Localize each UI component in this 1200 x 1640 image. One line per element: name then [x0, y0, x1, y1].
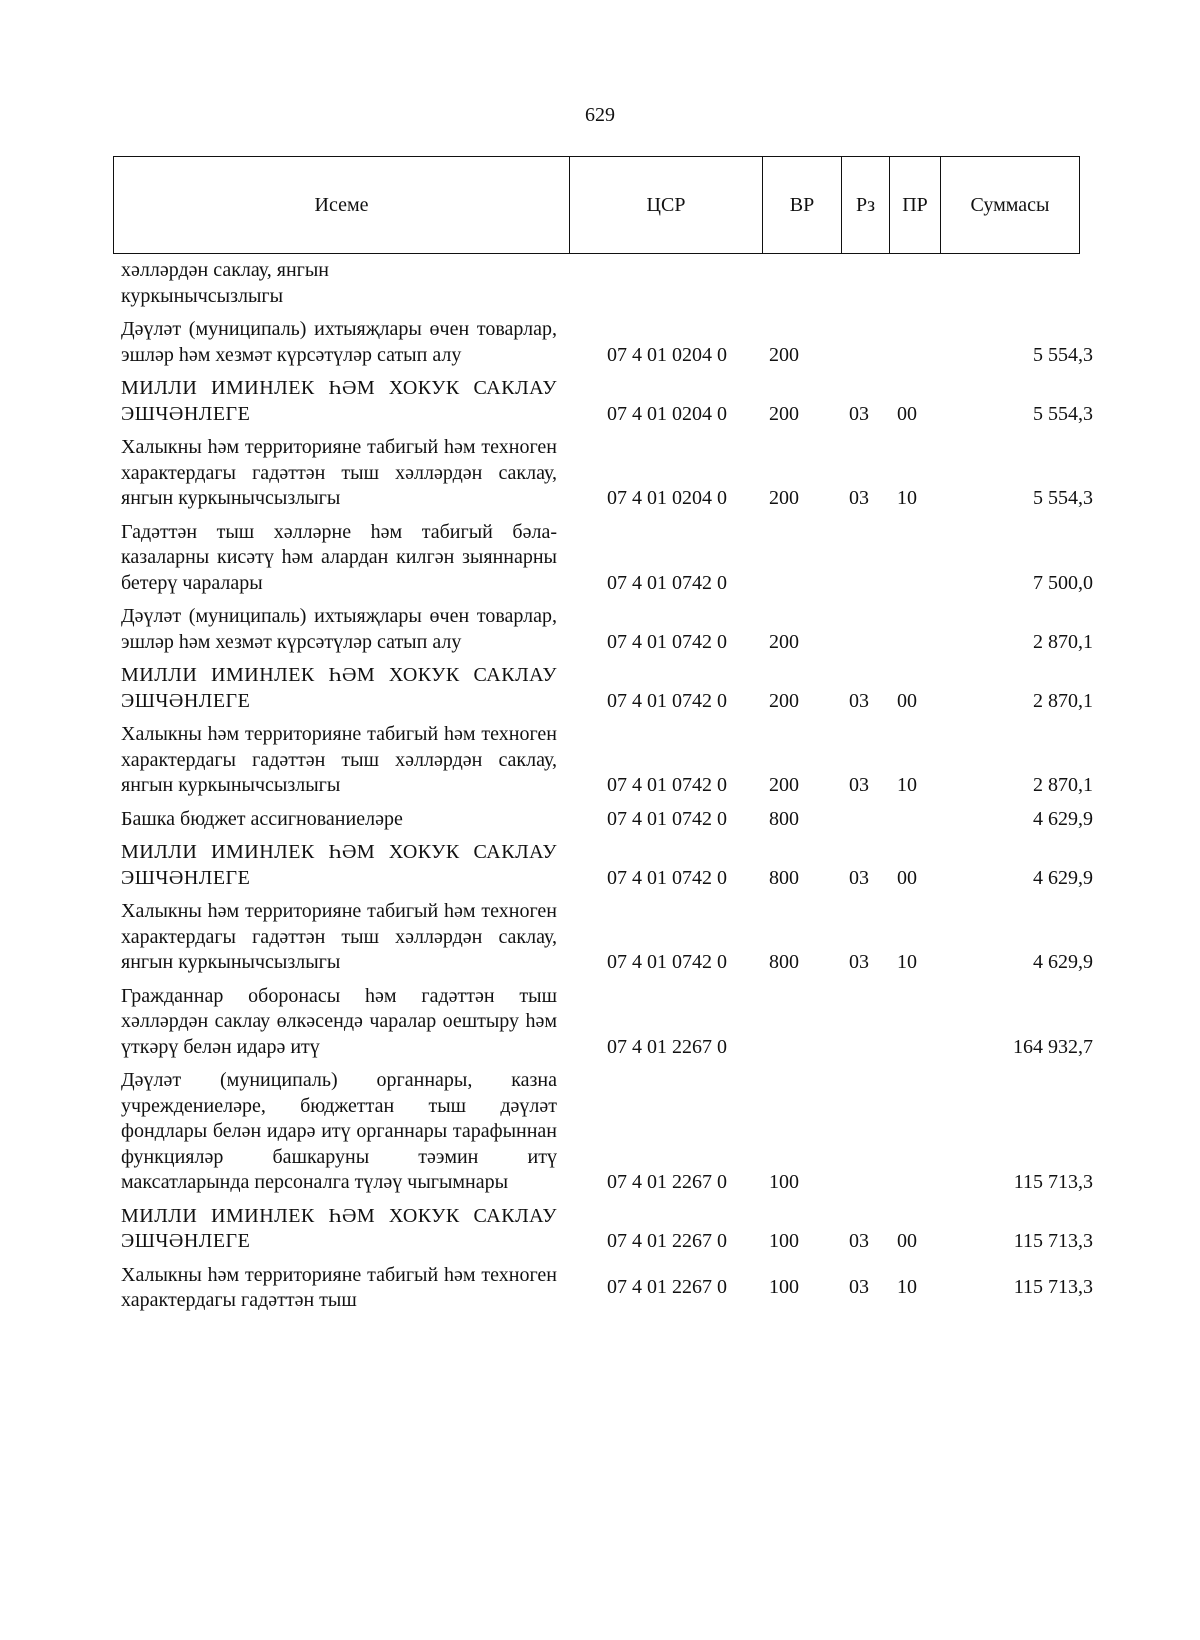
- row-csr: 07 4 01 2267 0: [607, 1171, 727, 1193]
- row-pr: 00: [897, 866, 917, 889]
- row-name: хәлләрдән саклау, янгын куркынычсызлыгы: [121, 259, 330, 307]
- table-row: [121, 840, 1121, 891]
- page-number: 629: [585, 104, 615, 126]
- row-name: Халыкны һәм территорияне табигый һәм техноген характердагы гадәттән тыш хәлләрдән саклау, янгын куркынычсызлыгы: [121, 436, 557, 509]
- row-vr: 100: [769, 1230, 799, 1252]
- row-sum: 2 870,1: [1033, 689, 1093, 712]
- row-sum: 115 713,3: [1013, 1276, 1093, 1299]
- row-vr: 200: [769, 689, 799, 712]
- table-row: [121, 807, 1121, 833]
- row-vr: 200: [769, 774, 799, 796]
- row-vr: 100: [769, 1171, 799, 1193]
- row-sum: 2 870,1: [1033, 630, 1093, 653]
- table-row: [121, 435, 1121, 512]
- row-csr: 07 4 01 0742 0: [607, 951, 727, 973]
- row-csr: 07 4 01 2267 0: [607, 1276, 727, 1299]
- row-name: МИЛЛИ ИМИНЛЕК ҺӘМ ХОКУК САКЛАУ ЭШЧӘНЛЕГЕ: [121, 377, 557, 425]
- row-vr: 100: [769, 1276, 799, 1299]
- row-sum: 4 629,9: [1033, 866, 1093, 889]
- row-csr: 07 4 01 0204 0: [607, 402, 727, 425]
- table-row: [121, 722, 1121, 799]
- row-vr: 800: [769, 951, 799, 973]
- row-rz: 03: [849, 1276, 869, 1299]
- row-sum: 164 932,7: [1013, 1035, 1093, 1058]
- row-vr: 200: [769, 487, 799, 509]
- row-rz: 03: [849, 487, 869, 509]
- row-name: МИЛЛИ ИМИНЛЕК ҺӘМ ХОКУК САКЛАУ ЭШЧӘНЛЕГЕ: [121, 1204, 557, 1252]
- table-row: [121, 376, 1121, 427]
- row-sum: 4 629,9: [1033, 807, 1093, 830]
- row-csr: 07 4 01 0742 0: [607, 807, 727, 830]
- row-name: Дәүләт (муниципаль) ихтыяҗлары өчен товарлар, эшләр һәм хезмәт күрсәтүләр сатып алу: [121, 605, 557, 653]
- table-row: [121, 1263, 1121, 1314]
- row-pr: 00: [897, 402, 917, 425]
- row-name: Халыкны һәм территорияне табигый һәм техноген характердагы гадәттән тыш хәлләрдән саклау, янгын куркынычсызлыгы: [121, 723, 557, 796]
- row-rz: 03: [849, 866, 869, 889]
- row-csr: 07 4 01 0742 0: [607, 866, 727, 889]
- table-row: [121, 258, 1121, 309]
- row-name: Халыкны һәм территорияне табигый һәм техноген характердагы гадәттән тыш: [121, 1263, 557, 1311]
- row-rz: 03: [849, 689, 869, 712]
- row-name: Гражданнар оборонасы һәм гадәттән тыш хәлләрдән саклау өлкәсендә чаралар оештыру һәм үткәрү белән идарә итү: [121, 984, 557, 1058]
- row-csr: 07 4 01 0204 0: [607, 343, 727, 366]
- row-vr: 200: [769, 630, 799, 653]
- row-sum: 5 554,3: [1033, 487, 1093, 509]
- row-csr: 07 4 01 0204 0: [607, 487, 727, 509]
- row-sum: 115 713,3: [1013, 1230, 1093, 1252]
- table-row: [121, 1068, 1121, 1196]
- row-rz: 03: [849, 774, 869, 796]
- row-csr: 07 4 01 0742 0: [607, 774, 727, 796]
- table-row: [121, 899, 1121, 976]
- table-row: [121, 1204, 1121, 1255]
- row-pr: 10: [897, 951, 917, 973]
- table-row: [121, 520, 1121, 597]
- table-row: [121, 317, 1121, 368]
- header-sum: Суммасы: [970, 193, 1050, 216]
- row-csr: 07 4 01 0742 0: [607, 689, 727, 712]
- row-sum: 7 500,0: [1033, 571, 1093, 594]
- row-name: Башка бюджет ассигнованиеләре: [121, 807, 403, 830]
- row-sum: 5 554,3: [1033, 402, 1093, 425]
- table-row: [121, 984, 1121, 1061]
- row-csr: 07 4 01 2267 0: [607, 1035, 727, 1058]
- row-pr: 10: [897, 774, 917, 796]
- row-vr: 200: [769, 402, 799, 425]
- row-name: Халыкны һәм территорияне табигый һәм техноген характердагы гадәттән тыш хәлләрдән саклау, янгын куркынычсызлыгы: [121, 900, 557, 973]
- row-csr: 07 4 01 2267 0: [607, 1230, 727, 1252]
- row-rz: 03: [849, 951, 869, 973]
- row-sum: 4 629,9: [1033, 951, 1093, 973]
- row-vr: 200: [769, 343, 799, 366]
- table-header: [113, 156, 1080, 254]
- row-name: МИЛЛИ ИМИНЛЕК ҺӘМ ХОКУК САКЛАУ ЭШЧӘНЛЕГЕ: [121, 841, 557, 889]
- row-name: Гадәттән тыш хәлләрне һәм табигый бәла-казаларны кисәтү һәм алардан килгән зыяннарны бетерү чаралары: [121, 520, 557, 594]
- table-row: [121, 663, 1121, 714]
- table-row: [121, 604, 1121, 655]
- header-vr: ВР: [763, 157, 842, 253]
- header-pr: ПР: [890, 157, 941, 253]
- row-pr: 10: [897, 487, 917, 509]
- row-sum: 5 554,3: [1033, 343, 1093, 366]
- row-pr: 00: [897, 689, 917, 712]
- row-csr: 07 4 01 0742 0: [607, 630, 727, 653]
- row-rz: 03: [849, 1230, 869, 1252]
- row-rz: 03: [849, 402, 869, 425]
- row-csr: 07 4 01 0742 0: [607, 571, 727, 594]
- row-vr: 800: [769, 866, 799, 889]
- row-vr: 800: [769, 807, 799, 830]
- row-sum: 115 713,3: [1013, 1171, 1093, 1193]
- row-name: Дәүләт (муниципаль) ихтыяҗлары өчен товарлар, эшләр һәм хезмәт күрсәтүләр сатып алу: [121, 318, 557, 366]
- row-pr: 10: [897, 1276, 917, 1299]
- row-pr: 00: [897, 1230, 917, 1252]
- row-name: МИЛЛИ ИМИНЛЕК ҺӘМ ХОКУК САКЛАУ ЭШЧӘНЛЕГЕ: [121, 664, 557, 712]
- table-body: [121, 258, 1121, 1322]
- header-rz: Рз: [842, 157, 890, 253]
- header-csr: ЦСР: [570, 157, 763, 253]
- row-sum: 2 870,1: [1033, 774, 1093, 796]
- row-name: Дәүләт (муниципаль) органнары, казна учреждениеләре, бюджеттан тыш дәүләт фондлары белән идарә итү органнары тарафыннан функцияләр башкаруны тәэмин итү максатларында персоналга түләү чыгымнары: [121, 1069, 557, 1193]
- header-name: Исеме: [114, 157, 570, 253]
